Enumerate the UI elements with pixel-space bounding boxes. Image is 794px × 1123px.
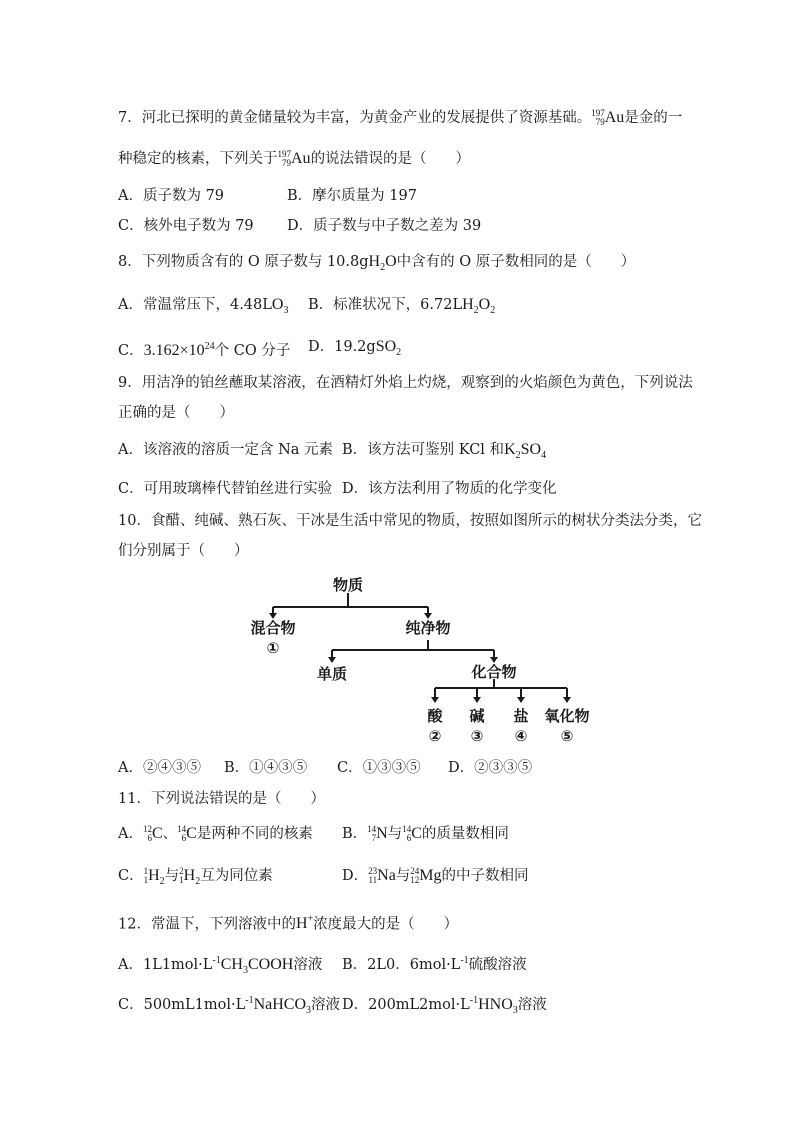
q8-option-c[interactable]: C．$3.162\times 10^{24}$个 CO 分子: [118, 341, 291, 359]
q12-option-c[interactable]: C．$500mL1mol\cdot L^{-1}NaHCO_3$溶液: [118, 995, 341, 1017]
formula-h2o2: $H_2O_2$: [462, 296, 496, 317]
formula-hno3: $HNO_3$: [478, 995, 518, 1017]
au-isotope: 197 79: [277, 149, 291, 168]
q9-line1: 9．用洁净的铂丝蘸取某溶液，在酒精灯外焰上灼烧，观察到的火焰颜色为黄色，下列说法: [118, 375, 693, 391]
au-isotope: 197 79: [591, 108, 605, 127]
q8-option-d[interactable]: D．19.2gSO$_2$: [308, 338, 402, 359]
formula-h-plus: H+: [295, 914, 314, 933]
node-root: 物质: [332, 576, 364, 594]
node-oxide: 氧化物: [544, 707, 590, 725]
node-element: 单质: [316, 665, 348, 683]
q11-option-d[interactable]: D． 23 11 Na与 24 12 Mg的中子数相同: [342, 866, 529, 885]
node-base: 碱: [469, 707, 485, 725]
q10-line2: 们分别属于（ ）: [118, 543, 249, 559]
formula-h2o: $H_2O$: [368, 253, 397, 274]
q9-option-d[interactable]: D．该方法利用了物质的化学变化: [342, 481, 557, 497]
node-mixture: 混合物: [250, 619, 296, 637]
q12-option-a[interactable]: A．$1L1mol\cdot L^{-1}CH_3COOH$溶液: [118, 955, 323, 977]
node-oxide-num: ⑤: [560, 727, 574, 745]
q7-line1: 7．河北已探明的黄金储量较为丰富，为黄金产业的发展提供了资源基础。 197 79 Au是金的一: [118, 108, 683, 127]
q10-option-d[interactable]: D．②③③⑤: [448, 760, 533, 776]
q12-option-d[interactable]: D．$200mL2mol\cdot L^{-1}HNO_3$溶液: [342, 995, 547, 1017]
q11-option-a[interactable]: A． 12 6 C、 14 6 C是两种不同的核素: [118, 824, 313, 843]
q11-stem: 11．下列说法错误的是（ ）: [118, 791, 325, 807]
q12-stem: 12．常温下，下列溶液中的H+浓度最大的是（ ）: [118, 914, 459, 933]
node-salt-num: ④: [514, 727, 528, 745]
node-compound: 化合物: [471, 663, 517, 681]
formula-k2so4: $K_2SO_4$: [504, 441, 547, 462]
node-acid-num: ②: [428, 727, 442, 745]
q9-option-b[interactable]: B．该方法可鉴别 KCl 和$K_2SO_4$: [342, 441, 547, 462]
q7-option-c[interactable]: C．核外电子数为 79: [118, 218, 254, 234]
q10-option-b[interactable]: B．①④③⑤: [224, 760, 308, 776]
formula-ch3cooh: $CH_3COOH$: [220, 955, 294, 977]
q8-option-a[interactable]: A．常温常压下，$4.48LO_3$: [118, 296, 289, 317]
q10-option-a[interactable]: A．②④③⑤: [118, 760, 201, 776]
arrowhead: [431, 697, 439, 703]
q7-option-b[interactable]: B．摩尔质量为 197: [287, 188, 417, 204]
formula-so2: $SO_2$: [375, 338, 402, 359]
q7-line2: 种稳定的核素，下列关于 197 79 Au的说法错误的是（ ）: [118, 149, 471, 168]
formula-nahco3: NaHCO$_3$: [253, 995, 312, 1017]
q8-option-b[interactable]: B．标准状况下，$6.72LH_2O_2$: [308, 296, 496, 317]
arrowhead: [563, 697, 571, 703]
node-base-num: ③: [470, 727, 484, 745]
q7-option-a[interactable]: A．质子数为 79: [118, 188, 225, 204]
q10-option-c[interactable]: C．①③③⑤: [337, 760, 421, 776]
node-acid: 酸: [427, 707, 443, 725]
node-mixture-num: ①: [266, 639, 280, 657]
q9-option-c[interactable]: C．可用玻璃棒代替铂丝进行实验: [118, 481, 333, 497]
q10-line1: 10．食醋、纯碱、熟石灰、干冰是生活中常见的物质，按照如图所示的树状分类法分类，它: [118, 513, 702, 529]
node-salt: 盐: [513, 707, 529, 725]
arrowhead: [328, 657, 336, 663]
q9-line2: 正确的是（ ）: [118, 405, 234, 421]
q11-option-c[interactable]: C． 1 1 $H_2$与 2 1 $H_2$互为同位素: [118, 866, 273, 888]
node-pure: 纯净物: [405, 619, 451, 637]
q12-option-b[interactable]: B．2L0．$6mol\cdot L^{-1}$硫酸溶液: [342, 955, 527, 973]
q7-option-d[interactable]: D．质子数与中子数之差为 39: [287, 218, 482, 234]
q11-option-b[interactable]: B． 14 7 N与 14 6 C的质量数相同: [342, 824, 509, 843]
q9-option-a[interactable]: A．该溶液的溶质一定含 Na 元素: [118, 442, 334, 458]
formula-o3: $O_3$: [271, 296, 289, 317]
q8-stem: 8．下列物质含有的 O 原子数与 $10.8gH_2O$中含有的 O 原子数相同的是（ ）: [118, 253, 636, 274]
arrowhead: [473, 697, 481, 703]
arrowhead: [517, 697, 525, 703]
classification-tree-diagram: [240, 575, 610, 747]
